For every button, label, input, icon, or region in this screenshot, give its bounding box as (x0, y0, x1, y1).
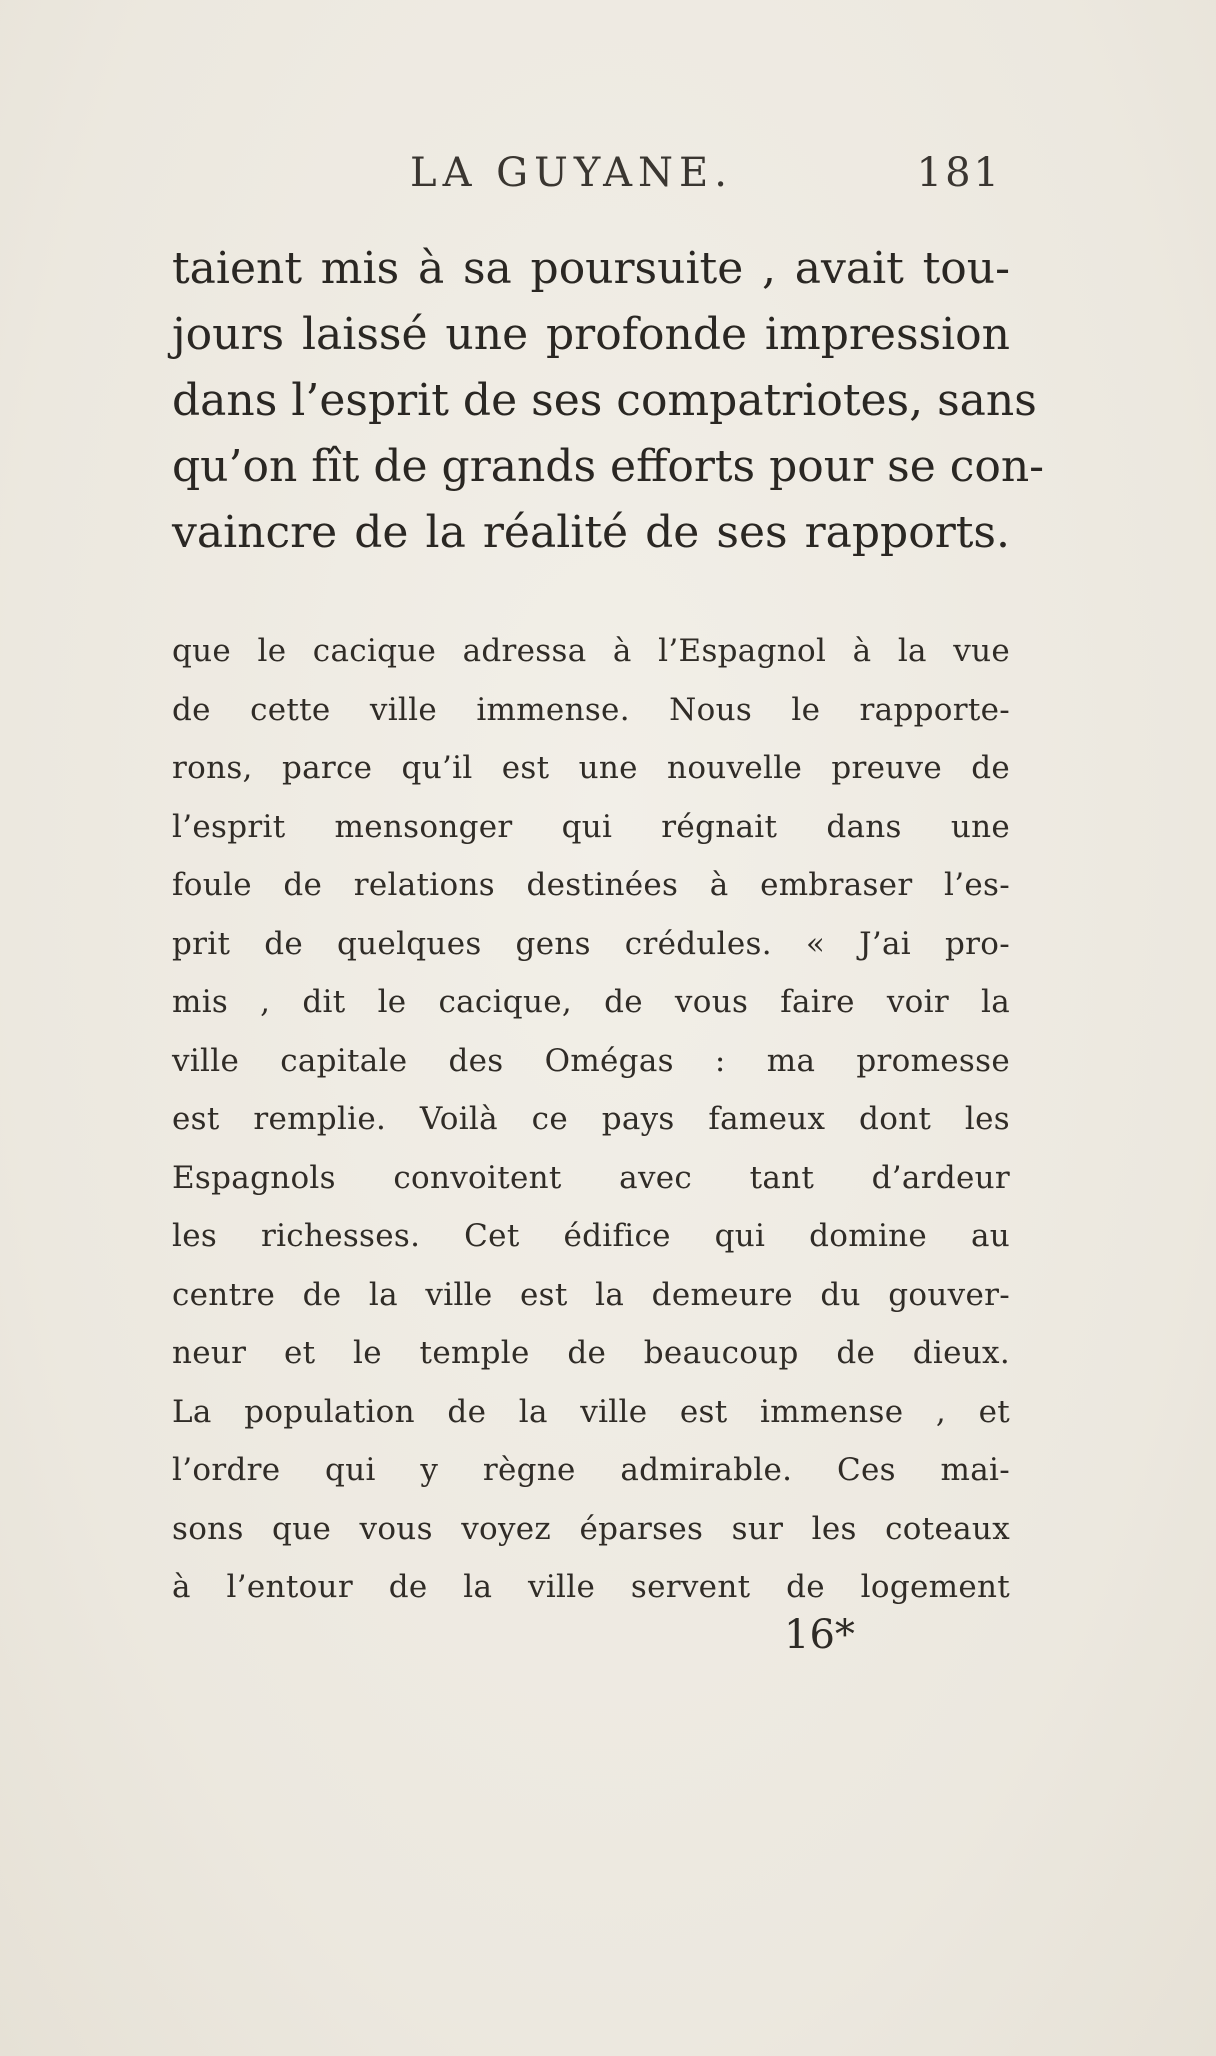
footnote-line: ville capitale des Omégas : ma promesse (172, 1042, 1010, 1079)
footnote-line: est remplie. Voilà ce pays fameux dont les (172, 1101, 1010, 1137)
footnote-line: rons, parce qu’il est une nouvelle preuve de (172, 750, 1010, 786)
footnote-text (172, 622, 1010, 1617)
footnote-line: l’ordre qui y règne admirable. Ces mai- (172, 1452, 1010, 1488)
running-head (170, 150, 1010, 210)
footnote-line: La population de la ville est immense , et (172, 1393, 1010, 1430)
footnote-line: foule de relations destinées à embraser l’es- (172, 867, 1010, 903)
text-line: jours laissé une profonde impression (172, 309, 1010, 360)
footnote-line: de cette ville immense. Nous le rapporte- (172, 691, 1010, 728)
footnote-line: sons que vous voyez éparses sur les coteaux (172, 1510, 1010, 1547)
footnote-line: mis , dit le cacique, de vous faire voir la (172, 984, 1010, 1020)
footnote-line: centre de la ville est la demeure du gouver- (172, 1276, 1010, 1313)
text-line: taient mis à sa poursuite , avait tou- (172, 243, 1010, 294)
main-text (172, 236, 1045, 566)
text-line: vaincre de la réalité de ses rapports. (172, 507, 1010, 558)
running-title: LA GUYANE. (410, 150, 733, 196)
footnote-line: les richesses. Cet édifice qui domine au (172, 1218, 1010, 1254)
text-line: dans l’esprit de ses compatriotes, sans (172, 375, 1037, 426)
footnote-line: Espagnols convoitent avec tant d’ardeur (172, 1159, 1010, 1196)
signature-mark: 16* (784, 1612, 855, 1658)
footnote-line: l’esprit mensonger qui régnait dans une (172, 808, 1010, 845)
page-number: 181 (916, 150, 1002, 196)
footnote-line: que le cacique adressa à l’Espagnol à la vue (172, 633, 1010, 669)
text-line: qu’on fît de grands efforts pour se con- (172, 441, 1045, 492)
footnote-line: neur et le temple de beaucoup de dieux. (172, 1335, 1010, 1371)
footnote-line: à l’entour de la ville servent de logement (172, 1569, 1010, 1605)
footnote-line: prit de quelques gens crédules. « J’ai pro- (172, 925, 1010, 962)
